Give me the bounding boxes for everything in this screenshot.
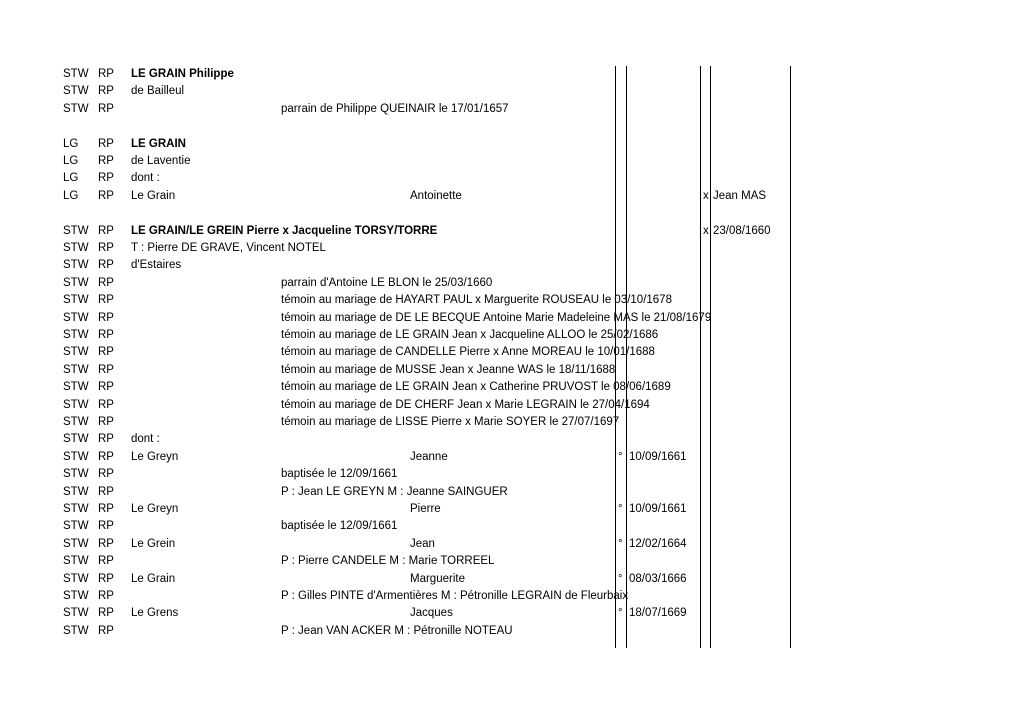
record-type: RP	[98, 572, 114, 585]
source-code: STW	[63, 363, 89, 376]
record-type: RP	[98, 137, 114, 150]
birth-date: 18/07/1669	[629, 607, 687, 620]
record-type: RP	[98, 450, 114, 463]
event-cell: témoin au mariage de CANDELLE Pierre x Anne MOREAU le 10/01/1688	[281, 346, 655, 359]
source-code: STW	[63, 102, 89, 115]
birth-date: 12/02/1664	[629, 537, 687, 550]
record-row	[0, 588, 1024, 605]
record-type: RP	[98, 242, 114, 254]
name-cell: Le Grain	[131, 189, 176, 202]
name-cell: dont :	[131, 172, 160, 185]
record-row	[0, 414, 1024, 431]
record-type: RP	[98, 155, 114, 167]
event-cell: P : Gilles PINTE d'Armentières M : Pétronille LEGRAIN de Fleurbaix	[281, 590, 629, 602]
record-type: RP	[98, 276, 114, 289]
record-type: RP	[98, 590, 114, 602]
record-row	[0, 240, 1024, 257]
birth-symbol: °	[618, 537, 623, 550]
record-row	[0, 136, 1024, 153]
firstname-cell: Jeanne	[410, 450, 448, 463]
firstname-cell: Marguerite	[410, 572, 465, 585]
event-cell: témoin au mariage de MUSSE Jean x Jeanne WAS le 18/11/1688	[281, 363, 616, 376]
record-row	[0, 623, 1024, 640]
event-cell: témoin au mariage de LE GRAIN Jean x Jacqueline ALLOO le 25/02/1686	[281, 329, 659, 341]
record-row	[0, 83, 1024, 100]
firstname-cell: Jean	[410, 537, 435, 550]
source-code: LG	[63, 189, 79, 202]
firstname-cell: Pierre	[410, 503, 441, 515]
marriage-date: Jean MAS	[713, 189, 767, 202]
record-row	[0, 327, 1024, 344]
source-code: STW	[63, 416, 89, 428]
record-row	[0, 362, 1024, 379]
name-cell: de Bailleul	[131, 85, 185, 98]
event-cell: P : Jean LE GREYN M : Jeanne SAINGUER	[281, 485, 508, 498]
source-code: STW	[63, 537, 89, 550]
source-code: STW	[63, 381, 89, 394]
source-code: STW	[63, 224, 89, 237]
record-type: RP	[98, 537, 114, 550]
record-type: RP	[98, 468, 114, 481]
marriage-date: 23/08/1660	[713, 224, 771, 237]
record-row	[0, 449, 1024, 466]
name-cell: de Laventie	[131, 155, 191, 167]
name-cell: Le Grein	[131, 537, 176, 550]
source-code: STW	[63, 311, 89, 324]
record-row	[0, 397, 1024, 414]
marriage-symbol: x	[703, 224, 709, 237]
record-row	[0, 292, 1024, 309]
record-type: RP	[98, 294, 114, 307]
source-code: STW	[63, 450, 89, 463]
source-code: STW	[63, 329, 89, 341]
name-cell: Le Greyn	[131, 450, 179, 463]
name-cell: d'Estaires	[131, 259, 182, 272]
birth-symbol: °	[618, 450, 623, 463]
event-cell: témoin au mariage de DE CHERF Jean x Marie LEGRAIN le 27/04/1694	[281, 398, 650, 411]
source-code: STW	[63, 85, 89, 98]
birth-date: 10/09/1661	[629, 450, 687, 463]
source-code: STW	[63, 607, 89, 620]
event-cell: parrain de Philippe QUEINAIR le 17/01/1657	[281, 102, 509, 115]
birth-symbol: °	[618, 503, 623, 515]
source-code: STW	[63, 555, 89, 568]
blank-row	[0, 118, 1024, 135]
record-type: RP	[98, 433, 114, 446]
source-code: STW	[63, 259, 89, 272]
record-type: RP	[98, 416, 114, 428]
record-type: RP	[98, 68, 114, 80]
name-cell: T : Pierre DE GRAVE, Vincent NOTEL	[131, 242, 326, 254]
record-type: RP	[98, 224, 114, 237]
record-row	[0, 553, 1024, 570]
record-type: RP	[98, 381, 114, 394]
firstname-cell: Antoinette	[410, 189, 462, 202]
event-cell: baptisée le 12/09/1661	[281, 520, 398, 533]
marriage-symbol: x	[703, 189, 709, 202]
record-type: RP	[98, 520, 114, 533]
source-code: STW	[63, 294, 89, 307]
record-type: RP	[98, 363, 114, 376]
name-cell: Le Greyn	[131, 503, 179, 515]
name-cell: Le Grain	[131, 572, 176, 585]
birth-symbol: °	[618, 572, 623, 585]
record-row	[0, 310, 1024, 327]
birth-symbol: °	[618, 607, 623, 620]
source-code: STW	[63, 572, 89, 585]
record-type: RP	[98, 624, 114, 637]
record-row	[0, 223, 1024, 240]
name-cell: LE GRAIN Philippe	[131, 68, 234, 80]
record-type: RP	[98, 607, 114, 620]
birth-date: 10/09/1661	[629, 503, 687, 515]
name-cell: dont :	[131, 433, 160, 446]
source-code: STW	[63, 68, 89, 80]
event-cell: témoin au mariage de LISSE Pierre x Marie SOYER le 27/07/1697	[281, 416, 620, 428]
record-row	[0, 379, 1024, 396]
name-cell: Le Grens	[131, 607, 179, 620]
record-type: RP	[98, 102, 114, 115]
source-code: STW	[63, 485, 89, 498]
name-cell: LE GRAIN/LE GREIN Pierre x Jacqueline TORSY/TORRE	[131, 224, 438, 237]
record-row	[0, 571, 1024, 588]
record-type: RP	[98, 398, 114, 411]
record-type: RP	[98, 485, 114, 498]
source-code: STW	[63, 433, 89, 446]
record-type: RP	[98, 503, 114, 515]
record-row	[0, 518, 1024, 535]
source-code: LG	[63, 172, 79, 185]
record-type: RP	[98, 172, 114, 185]
record-type: RP	[98, 189, 114, 202]
event-cell: P : Pierre CANDELE M : Marie TORREEL	[281, 555, 495, 568]
event-cell: témoin au mariage de DE LE BECQUE Antoine Marie Madeleine MAS le 21/08/1679	[281, 311, 712, 324]
record-type: RP	[98, 259, 114, 272]
record-row	[0, 66, 1024, 83]
record-row	[0, 153, 1024, 170]
source-code: STW	[63, 346, 89, 359]
event-cell: témoin au mariage de HAYART PAUL x Marguerite ROUSEAU le 03/10/1678	[281, 294, 672, 307]
event-cell: parrain d'Antoine LE BLON le 25/03/1660	[281, 276, 493, 289]
record-row	[0, 501, 1024, 518]
record-type: RP	[98, 311, 114, 324]
source-code: STW	[63, 590, 89, 602]
firstname-cell: Jacques	[410, 607, 453, 620]
source-code: LG	[63, 137, 79, 150]
record-type: RP	[98, 85, 114, 98]
source-code: STW	[63, 468, 89, 481]
record-row	[0, 344, 1024, 361]
source-code: STW	[63, 520, 89, 533]
event-cell: baptisée le 12/09/1661	[281, 468, 398, 481]
record-row	[0, 605, 1024, 622]
record-type: RP	[98, 346, 114, 359]
source-code: STW	[63, 242, 89, 254]
record-row	[0, 431, 1024, 448]
birth-date: 08/03/1666	[629, 572, 687, 585]
name-cell: LE GRAIN	[131, 137, 186, 150]
record-type: RP	[98, 555, 114, 568]
record-row	[0, 466, 1024, 483]
source-code: STW	[63, 276, 89, 289]
event-cell: témoin au mariage de LE GRAIN Jean x Catherine PRUVOST le 08/06/1689	[281, 381, 671, 394]
record-row	[0, 170, 1024, 187]
record-row	[0, 275, 1024, 292]
record-row	[0, 188, 1024, 205]
record-row	[0, 536, 1024, 553]
event-cell: P : Jean VAN ACKER M : Pétronille NOTEAU	[281, 624, 513, 637]
source-code: STW	[63, 503, 89, 515]
record-row	[0, 257, 1024, 274]
blank-row	[0, 205, 1024, 222]
source-code: STW	[63, 398, 89, 411]
record-type: RP	[98, 329, 114, 341]
source-code: STW	[63, 624, 89, 637]
record-row	[0, 101, 1024, 118]
source-code: LG	[63, 155, 79, 167]
record-row	[0, 484, 1024, 501]
